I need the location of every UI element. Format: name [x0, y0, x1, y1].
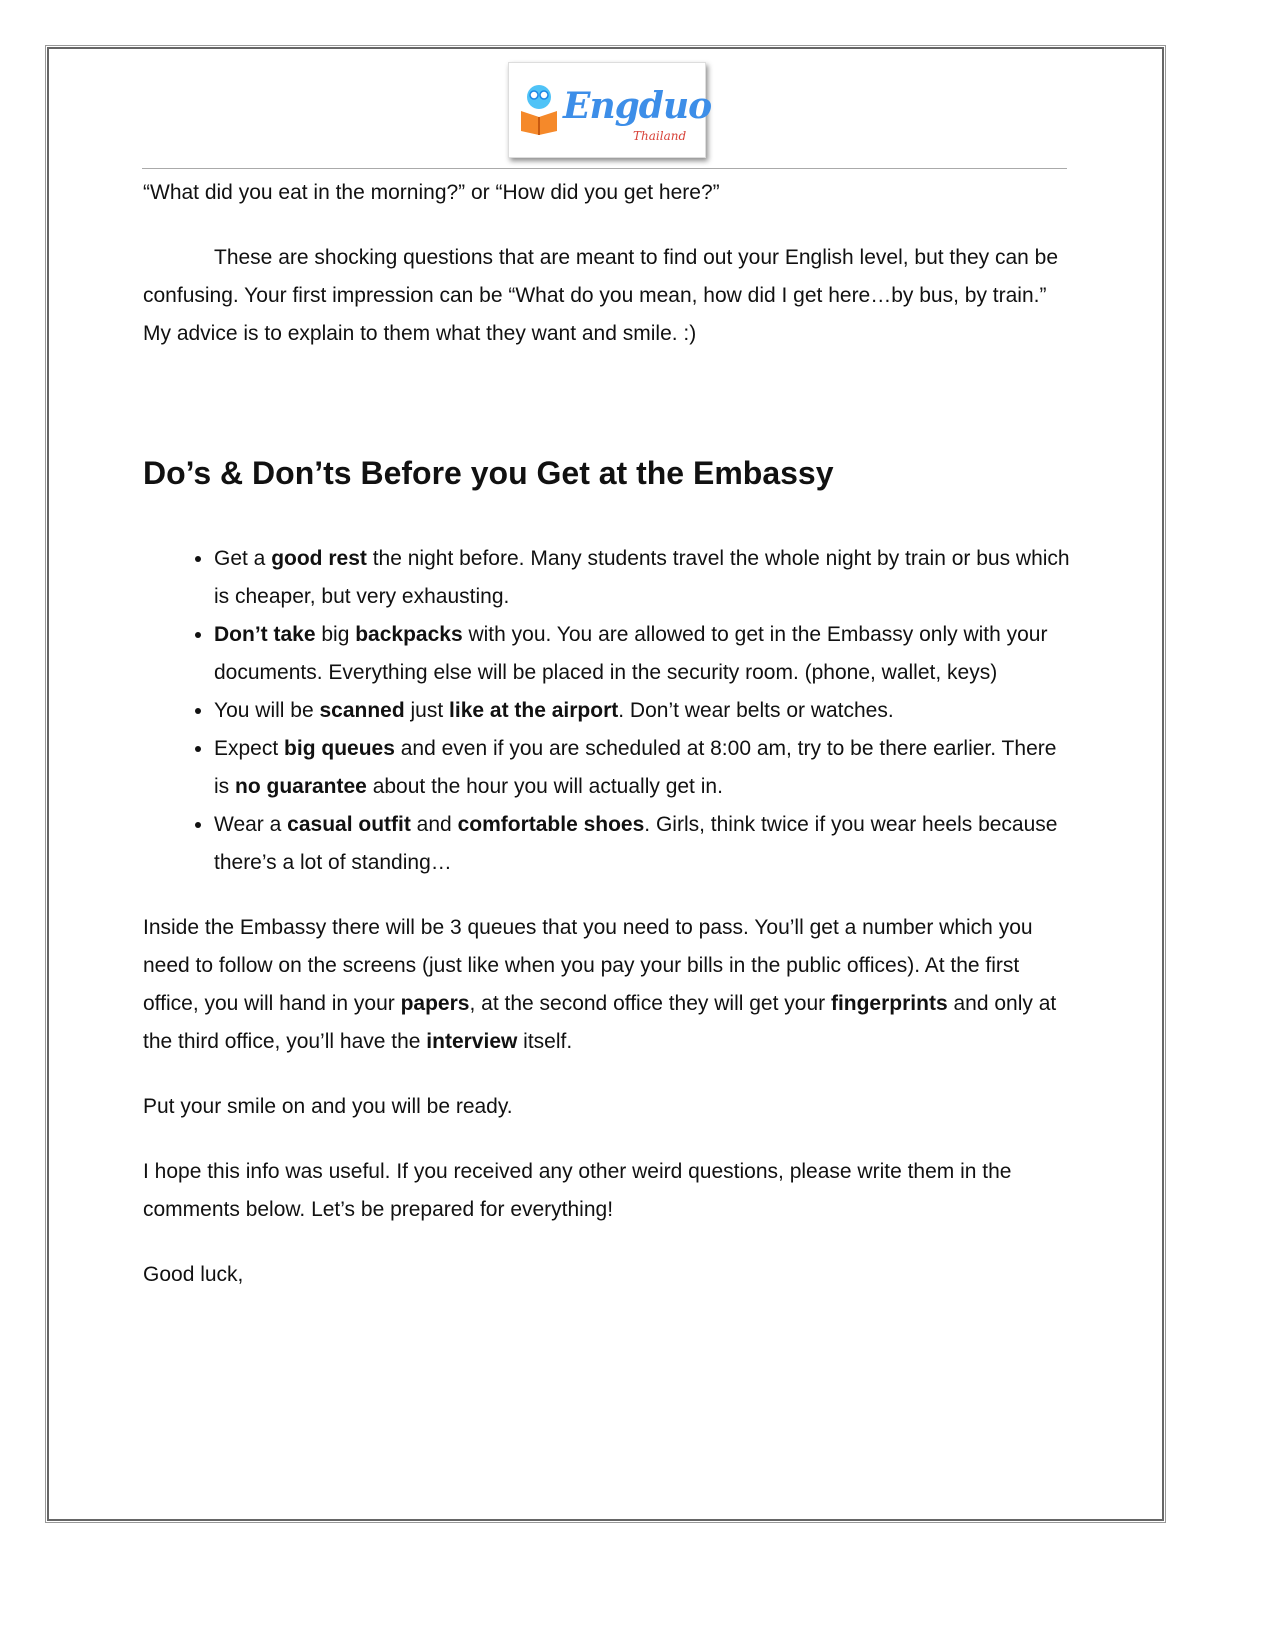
bold-text: comfortable shoes: [457, 813, 645, 836]
intro-paragraph: These are shocking questions that are meant to find out your English level, but they can be confusing. Your first impression can be “What do you mean, how did I get here…by bus, by train.” My advice is to explain to them what they want and smile. :): [143, 246, 1059, 345]
engduo-logo: [508, 62, 712, 158]
embassy-paragraph: [143, 909, 1073, 1061]
section-heading: Do’s & Don’ts Before you Get at the Embassy: [143, 455, 834, 491]
closing-line: Good luck,: [143, 1263, 244, 1286]
bold-text: scanned: [319, 699, 405, 722]
hope-paragraph: I hope this info was useful. If you received any other weird questions, please write them in the comments below. Let’s be prepared for everything!: [143, 1160, 1012, 1221]
bold-text: casual outfit: [287, 813, 411, 836]
bold-text: no guarantee: [235, 775, 367, 798]
document-body: [143, 174, 1073, 1294]
text-run: You will be: [214, 699, 320, 722]
tip-item: [214, 692, 1073, 730]
text-run: and only at the third office, you’ll have the: [143, 992, 1057, 1053]
owl-reading-icon: [519, 81, 561, 137]
bold-text: interview: [426, 1030, 518, 1053]
bold-text: papers: [400, 992, 470, 1015]
text-run: with you. You are allowed to get in the Embassy only with your documents. Everything else will be placed in the security room. (phone, wallet, keys): [214, 623, 1048, 684]
text-run: just: [404, 699, 450, 722]
text-run: big: [315, 623, 356, 646]
text-run: , at the second office they will get your: [469, 992, 831, 1015]
text-run: Expect: [214, 737, 285, 760]
text-run: the night before. Many students travel the whole night by train or bus which is cheaper, but very exhausting.: [214, 547, 1070, 608]
text-run: Wear a: [214, 813, 288, 836]
smile-paragraph: Put your smile on and you will be ready.: [143, 1095, 513, 1118]
text-run: about the hour you will actually get in.: [366, 775, 723, 798]
logo-wordmark: Engduo: [563, 85, 712, 127]
bold-text: good rest: [271, 547, 367, 570]
header-rule: [142, 168, 1067, 169]
bold-text: big queues: [284, 737, 395, 760]
bold-text: fingerprints: [830, 992, 948, 1015]
logo-subtitle: Thailand: [633, 129, 687, 143]
tip-item: [214, 730, 1073, 806]
text-run: and: [410, 813, 458, 836]
text-run: itself.: [517, 1030, 573, 1053]
text-run: . Don’t wear belts or watches.: [618, 699, 894, 722]
tip-item: [214, 540, 1073, 616]
text-run: and even if you are scheduled at 8:00 am, try to be there earlier. There is: [214, 737, 1057, 798]
text-run: . Girls, think twice if you wear heels because there’s a lot of standing…: [214, 813, 1058, 874]
bold-text: backpacks: [355, 623, 463, 646]
bold-text: Don’t take: [214, 623, 316, 646]
text-run: Inside the Embassy there will be 3 queues that you need to pass. You’ll get a number which you need to follow on the screens (just like when you pay your bills in the public offices). At the first office, you will hand in your: [143, 916, 1033, 1015]
intro-question: “What did you eat in the morning?” or “How did you get here?”: [143, 181, 720, 204]
bold-text: like at the airport: [449, 699, 619, 722]
tip-item: [214, 806, 1073, 882]
text-run: Get a: [214, 547, 272, 570]
tips-list: [143, 540, 1073, 882]
tip-item: [214, 616, 1073, 692]
